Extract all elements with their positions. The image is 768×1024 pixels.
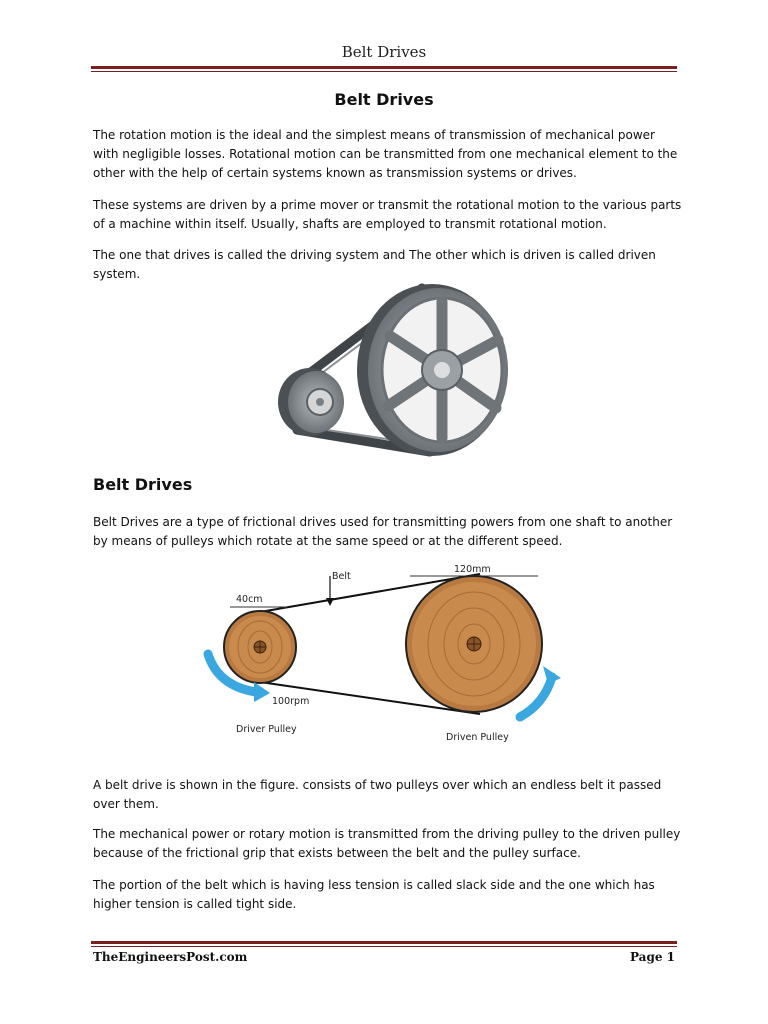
page-number: Page 1 bbox=[629, 950, 675, 964]
driven-pulley-label: Driven Pulley bbox=[446, 732, 509, 743]
belt-drive-diagram bbox=[200, 562, 570, 752]
page-title: Belt Drives bbox=[334, 90, 434, 109]
footer-rule bbox=[91, 941, 677, 947]
footer-site-link[interactable]: TheEngineersPost.com bbox=[93, 950, 248, 964]
driver-pulley-label: Driver Pulley bbox=[236, 724, 297, 735]
closing-paragraph-2: The mechanical power or rotary motion is transmitted from the driving pulley to the driven pulley because of the frictional grip that exists between the belt and the pulley surface. bbox=[93, 827, 681, 860]
intro-paragraph-2: These systems are driven by a prime mover or transmit the rotational motion to the various parts of a machine within itself. Usually, shafts are employed to transmit rotational motion. bbox=[93, 198, 682, 231]
large-pulley-dimension: 120mm bbox=[454, 564, 491, 575]
section-paragraph: Belt Drives are a type of frictional drives used for transmitting powers from one shaft to another by means of pulleys which rotate at the same speed or at the different speed. bbox=[93, 515, 673, 548]
v-belt-pulley-image bbox=[252, 280, 512, 460]
intro-paragraph-3: The one that drives is called the driving system and The other which is driven is called driven system. bbox=[93, 248, 656, 281]
speed-label: 100rpm bbox=[272, 696, 310, 707]
header-rule bbox=[91, 66, 677, 72]
small-pulley-dimension: 40cm bbox=[236, 594, 263, 605]
section-heading: Belt Drives bbox=[93, 475, 193, 494]
intro-paragraph-1: The rotation motion is the ideal and the simplest means of transmission of mechanical power with negligible losses. Rotational motion can be transmitted from one mechanical element to the other with the help of certain systems known as transmission systems or drives. bbox=[93, 128, 678, 180]
belt-label: Belt bbox=[332, 571, 351, 582]
closing-paragraph-3: The portion of the belt which is having less tension is called slack side and the one which has higher tension is called tight side. bbox=[93, 878, 655, 911]
running-header: Belt Drives bbox=[341, 43, 427, 61]
closing-paragraph-1: A belt drive is shown in the figure. consists of two pulleys over which an endless belt it passed over them. bbox=[93, 778, 662, 811]
